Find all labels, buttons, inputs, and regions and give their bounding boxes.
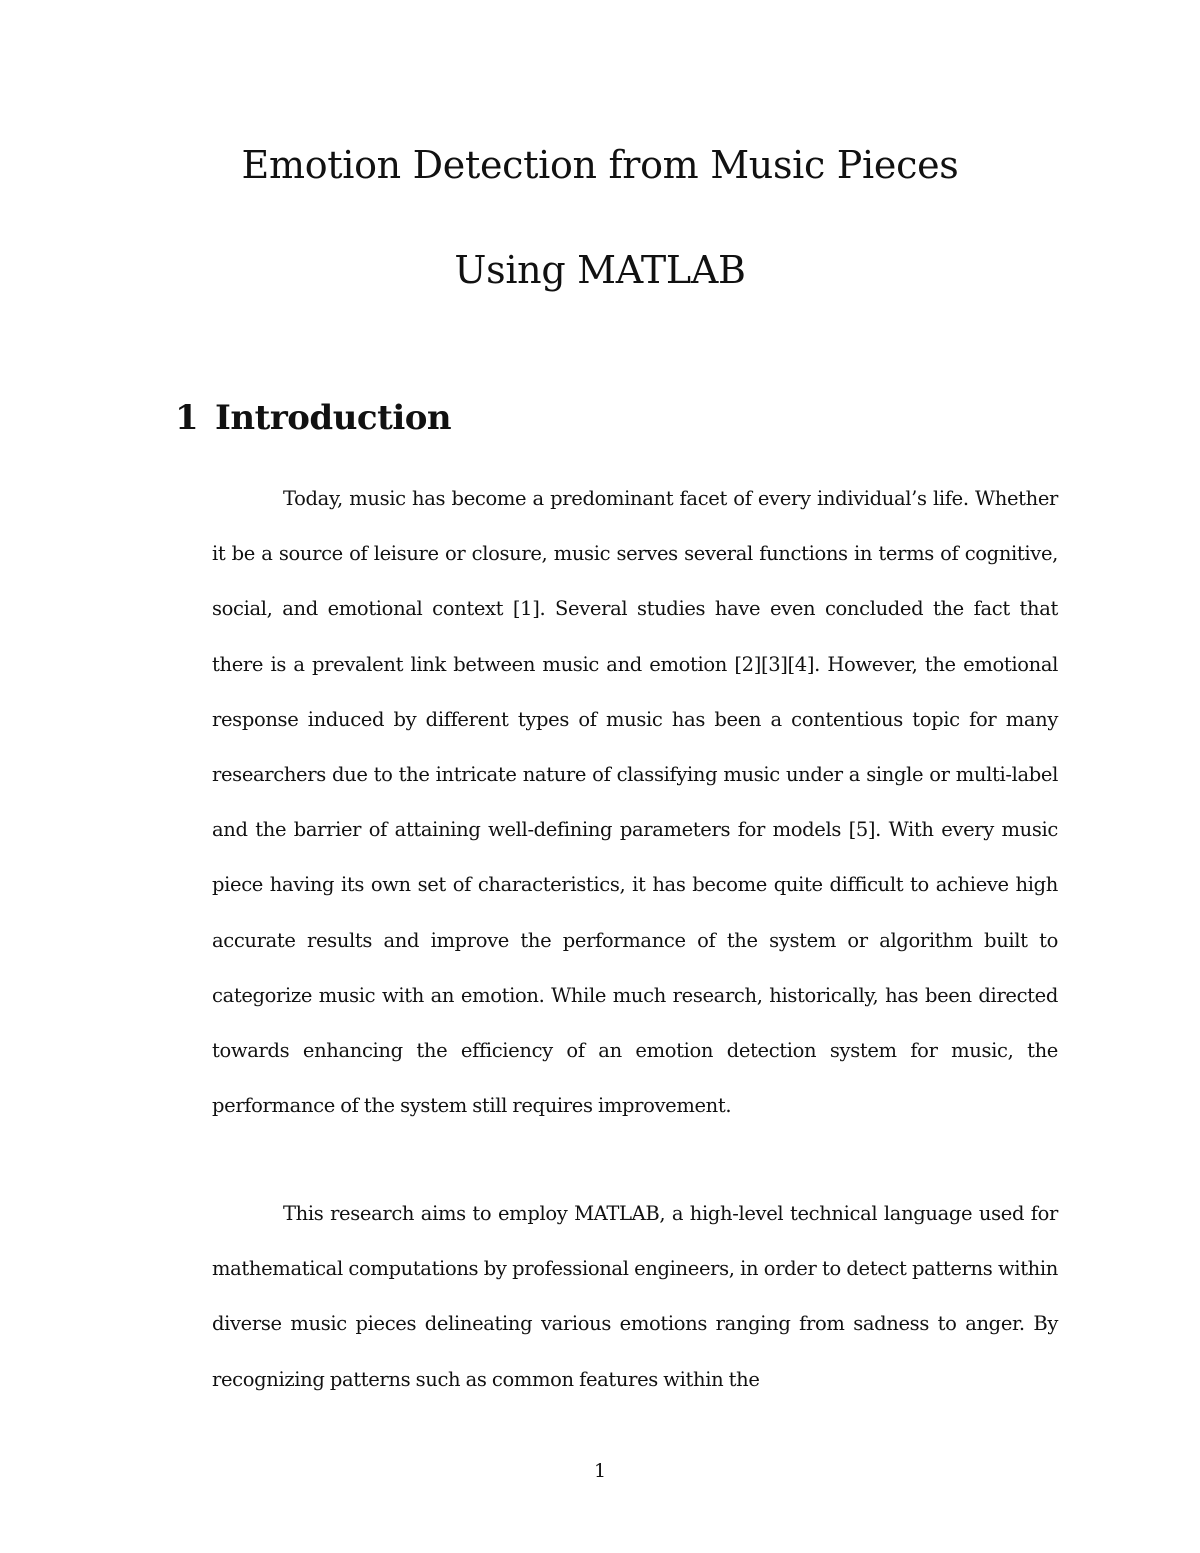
section-title: Introduction [215, 398, 452, 438]
paragraph-introduction-1: Today, music has become a predominant facet of every individual’s life. Whether it be a source of leisure or closure, music serves several functions in terms of cognitive, social, and emotional context [1]. Several studies have even concluded the fact that there is a prevalent link between music and emotion [2][3][4]. However, the emotional response induced by different types of music has been a contentious topic for many researchers due to the intricate nature of classifying music under a single or multi-label and the barrier of attaining well-defining parameters for models [5]. With every music piece having its own set of characteristics, it has become quite difficult to achieve high accurate results and improve the performance of the system or algorithm built to categorize music with an emotion. While much research, historically, has been directed towards enhancing the efficiency of an emotion detection system for music, the performance of the system still requires improvement. [212, 487, 1058, 1118]
page-number: 1 [593, 1460, 607, 1482]
paragraph-introduction-2: This research aims to employ MATLAB, a high-level technical language used for mathematical computations by professional engineers, in order to detect patterns within diverse music pieces delineating various emotions ranging from sadness to anger. By recognizing patterns such as common features within the [212, 1202, 1058, 1391]
section-number: 1 [175, 398, 199, 438]
document-title-line-2: Using MATLAB [454, 248, 746, 292]
document-title-line-1: Emotion Detection from Music Pieces [241, 143, 959, 187]
section-heading [175, 398, 451, 438]
